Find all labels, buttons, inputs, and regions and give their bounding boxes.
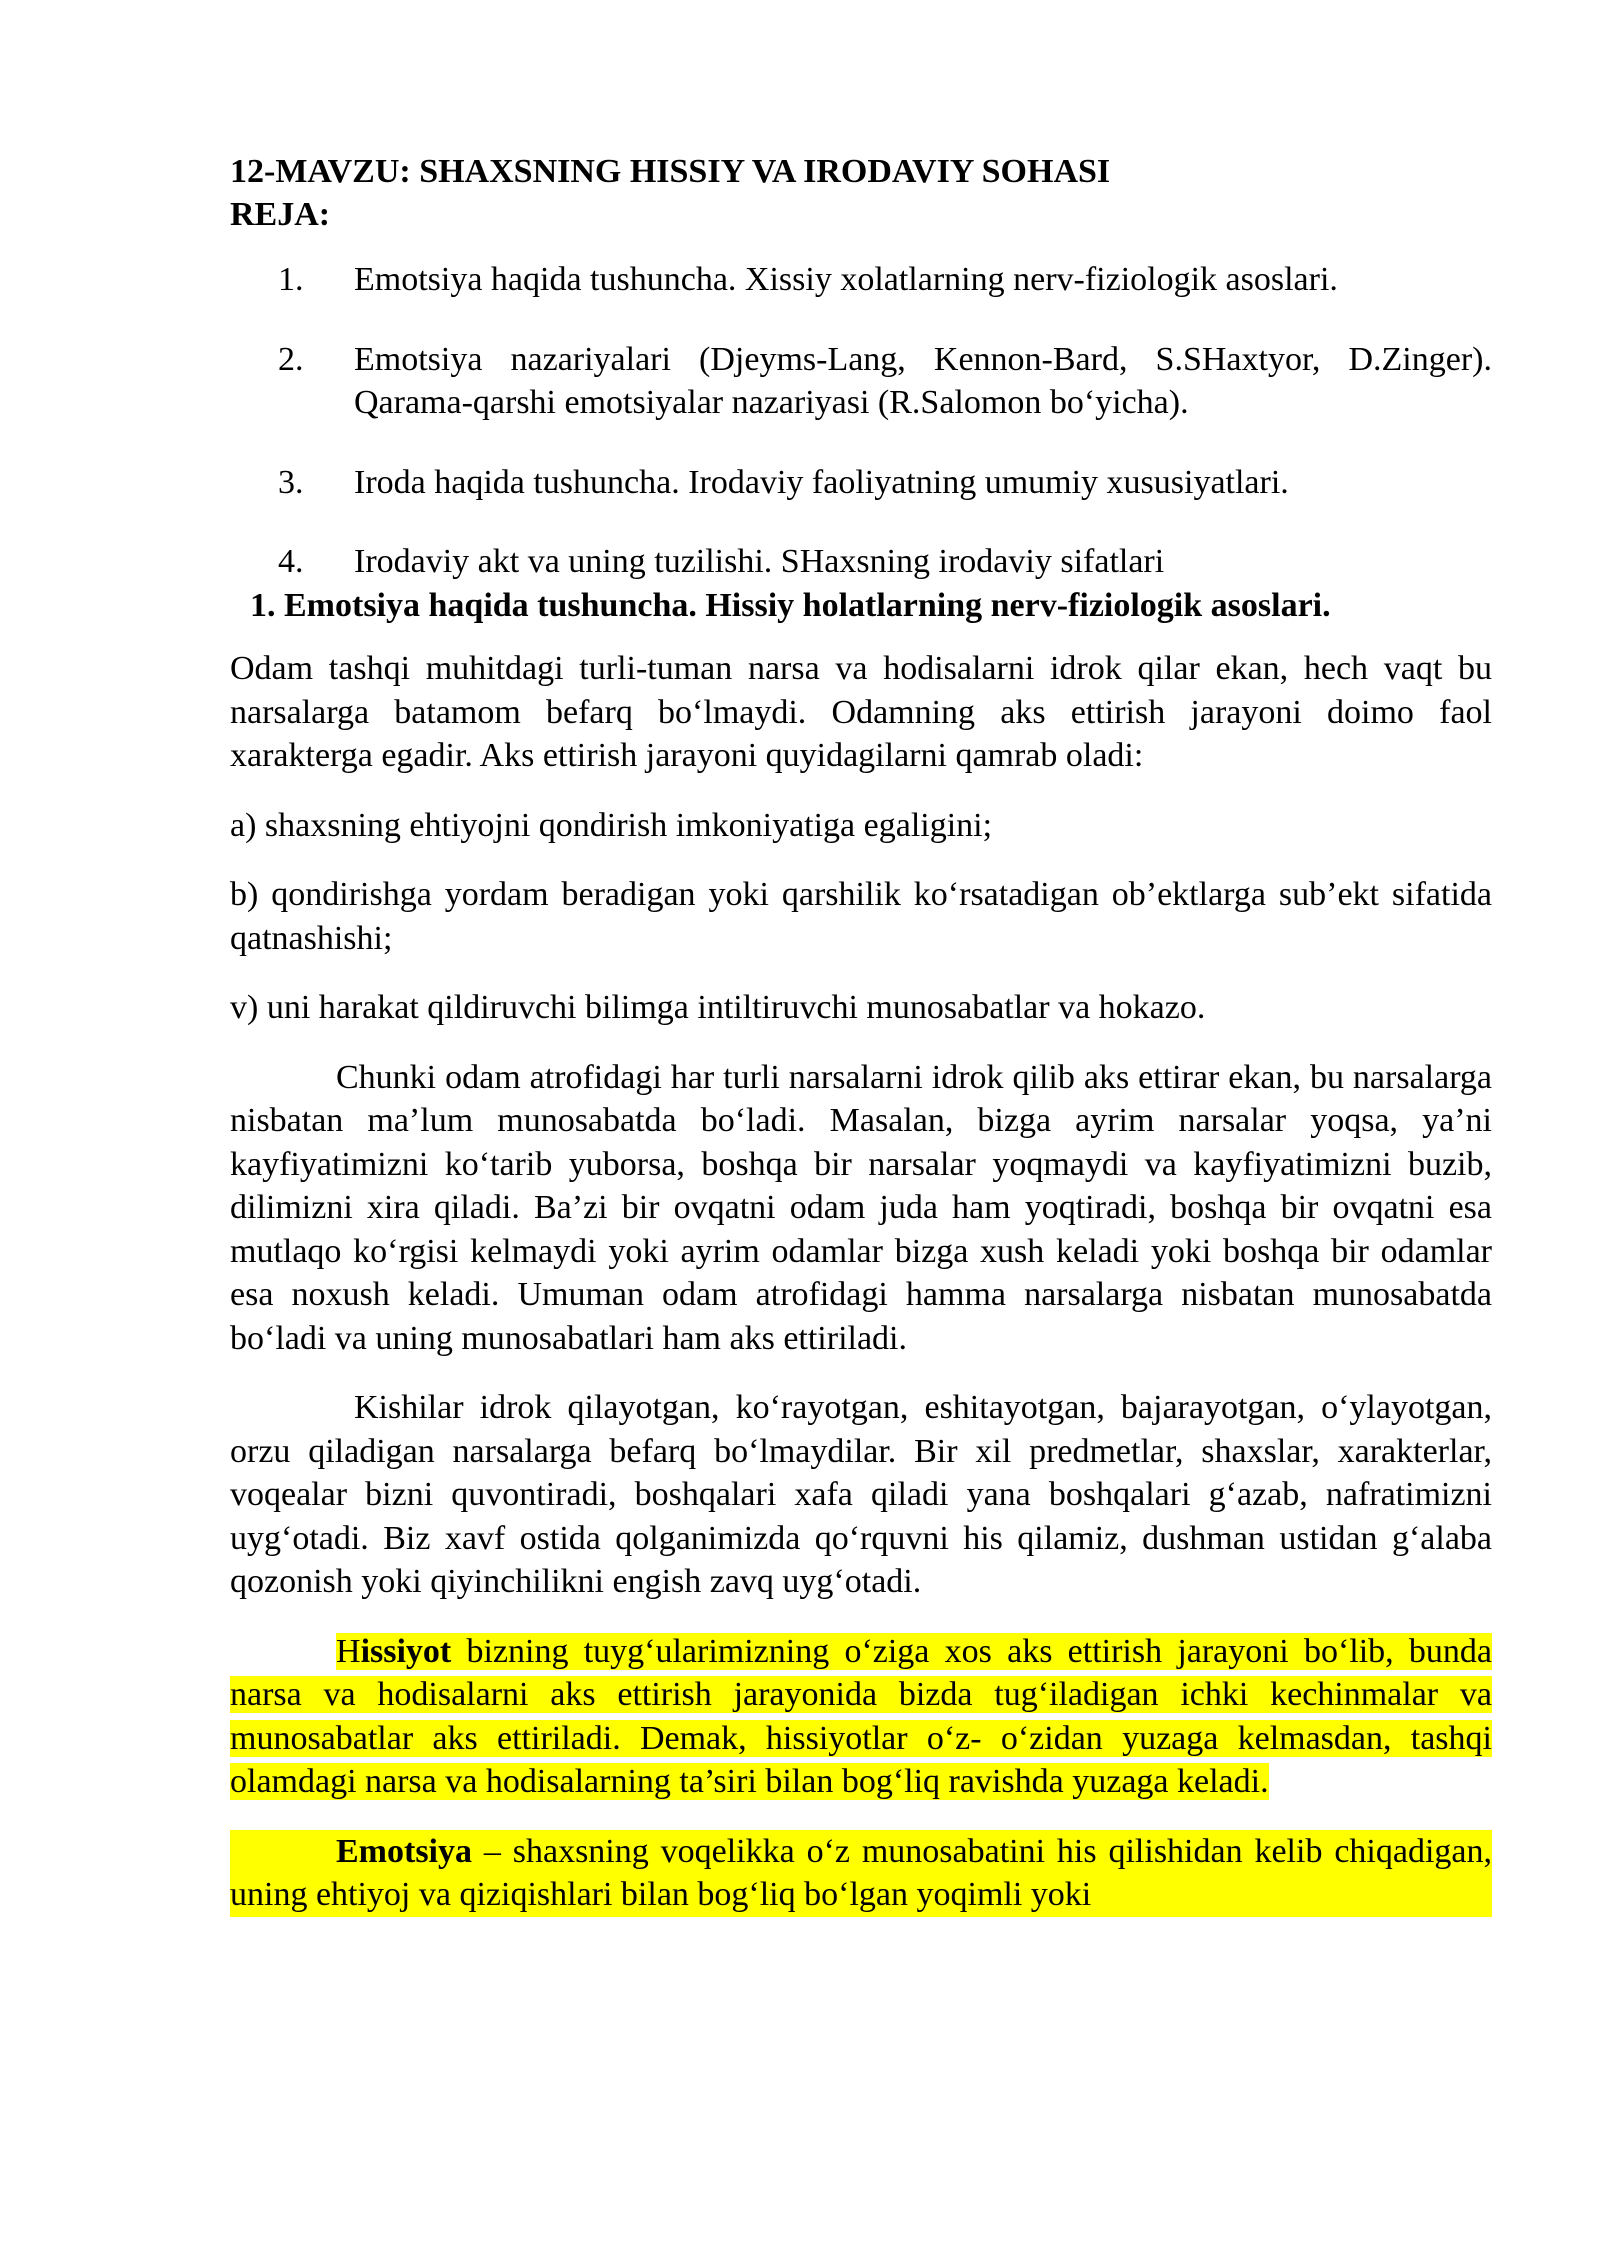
plan-label: REJA:	[230, 196, 331, 233]
plan-item-number: 4.	[278, 543, 304, 580]
plan-item-text: Emotsiya haqida tushuncha. Xissiy xolatlarning nerv-fiziologik asoslari.	[354, 261, 1338, 298]
paragraph-item-v: v) uni harakat qildiruvchi bilimga intiltiruvchi munosabatlar va hokazo.	[230, 989, 1206, 1026]
paragraph-emotsiya-definition	[230, 1830, 1492, 1917]
plan-item	[230, 540, 1492, 584]
definition-text: bizning tuyg‘ularimizning o‘ziga xos aks ettirish jarayoni bo‘lib, bunda narsa va hodisalarni aks ettirish jarayonida bizda tug‘iladigan ichki kechinmalar va munosabatlar aks ettiriladi. Demak, hissiyotlar o‘z- o‘zidan yuzaga kelmasdan, tashqi olamdagi narsa va hodisalarning ta’siri bilan bog‘liq ravishda yuzaga keladi.	[230, 1632, 1492, 1800]
paragraph-body: Chunki odam atrofidagi har turli narsalarni idrok qilib aks ettirar ekan, bu narsalarga nisbatan ma’lum munosabatda bo‘ladi. Masalan, bizga ayrim narsalar yoqsa, ya’ni kayfiyatimizni ko‘tarib yuborsa, boshqa bir narsalar yoqmaydi va kayfiyatimizni buzib, dilimizni xira qiladi. Ba’zi bir ovqatni odam juda ham yoqtiradi, boshqa bir ovqatni esa mutlaqo ko‘rgisi kelmaydi yoki ayrim odamlar bizga xush keladi yoki boshqa bir odamlar esa noxush keladi. Umuman odam atrofidagi hamma narsalarga nisbatan munosabatda bo‘ladi va uning munosabatlari ham aks ettiriladi.	[230, 1058, 1492, 1357]
plan-list	[230, 258, 1492, 584]
paragraph-item-b: b) qondirishga yordam beradigan yoki qarshilik ko‘rsatadigan ob’ektlarga sub’ekt sifatida qatnashishi;	[230, 876, 1492, 957]
page-title: 12-MAVZU: SHAXSNING HISSIY VA IRODAVIY SOHASI	[230, 153, 1111, 190]
plan-item	[230, 338, 1492, 425]
plan-item-text: Irodaviy akt va uning tuzilishi. SHaxsning irodaviy sifatlari	[354, 543, 1165, 580]
highlight-hissiyot-definition	[230, 1633, 1492, 1801]
plan-item-text: Emotsiya nazariyalari (Djeyms-Lang, Kennon-Bard, S.SHaxtyor, D.Zinger). Qarama-qarshi emotsiyalar nazariyasi (R.Salomon bo‘yicha).	[354, 340, 1492, 421]
plan-item-text: Iroda haqida tushuncha. Irodaviy faoliyatning umumiy xususiyatlari.	[354, 463, 1289, 501]
paragraph-hissiyot-definition	[230, 1630, 1492, 1804]
paragraph-body: Kishilar idrok qilayotgan, ko‘rayotgan, eshitayotgan, bajarayotgan, o‘ylayotgan, orzu qiladigan narsalarga befarq bo‘lmaydilar. Bir xil predmetlar, shaxslar, xarakterlar, voqealar bizni quvontiradi, boshqalari xafa qiladi yana boshqalari g‘azab, nafratimizni uyg‘otadi. Biz xavf ostida qolganimizda qo‘rquvni his qilamiz, dushman ustidan g‘alaba qozonish yoki qiyinchilikni engish zavq uyg‘otadi.	[230, 1389, 1492, 1600]
definition-text: – shaxsning voqelikka o‘z munosabatini his qilishidan kelib chiqadigan, uning ehtiyoj va qiziqishlari bilan bog‘liq bo‘lgan yoqimli yoki	[230, 1832, 1492, 1913]
term-first-letter: H	[336, 1632, 361, 1670]
term-hissiyot: issiyot	[360, 1632, 452, 1670]
document-content	[230, 150, 1492, 1943]
paragraph-item-a: a) shaxsning ehtiyojni qondirish imkoniyatiga egaligini;	[230, 806, 993, 844]
plan-item	[230, 258, 1492, 302]
section-heading: 1. Emotsiya haqida tushuncha. Hissiy holatlarning nerv-fiziologik asoslari.	[250, 586, 1331, 624]
paragraph-intro: Odam tashqi muhitdagi turli-tuman narsa va hodisalarni idrok qilar ekan, hech vaqt bu narsalarga batamom befarq bo‘lmaydi. Odamning aks ettirish jarayoni doimo faol xarakterga egadir. Aks ettirish jarayoni quyidagilarni qamrab oladi:	[230, 650, 1492, 774]
term-emotsiya: Emotsiya	[336, 1832, 472, 1870]
plan-item	[230, 461, 1492, 505]
plan-item-number: 2.	[278, 340, 304, 378]
plan-item-number: 3.	[278, 463, 304, 501]
plan-item-number: 1.	[278, 261, 304, 298]
